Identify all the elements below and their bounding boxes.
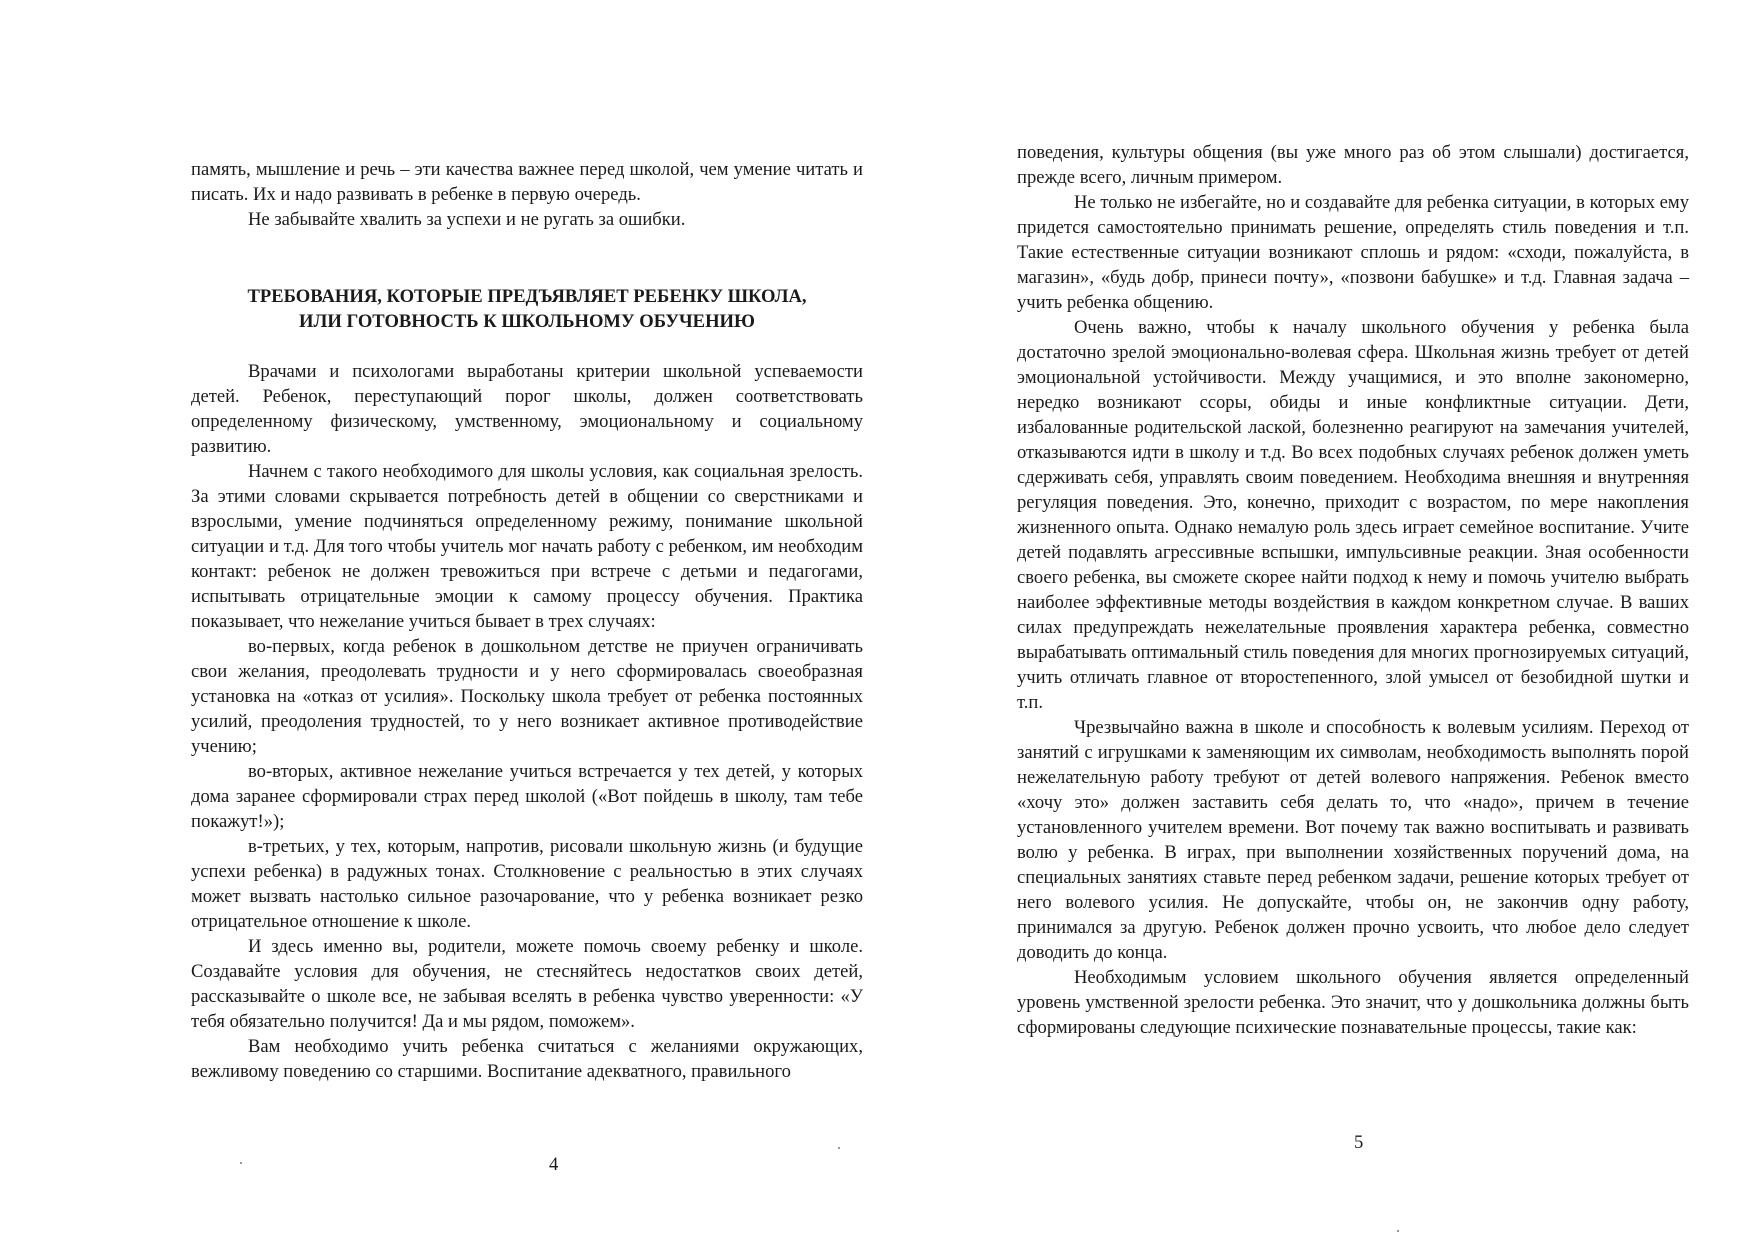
section-heading-line-1: ТРЕБОВАНИЯ, КОТОРЫЕ ПРЕДЪЯВЛЯЕТ РЕБЕНКУ ШКОЛА, [247, 286, 807, 307]
left-intro-text [191, 157, 863, 232]
right-paragraph-1: поведения, культуры общения (вы уже много раз об этом слышали) достигается, прежде всего, личным примером. [1017, 142, 1689, 188]
left-body-paragraph-5: в-третьих, у тех, которым, напротив, рисовали школьную жизнь (и будущие успехи ребенка) в радужных тонах. Столкновение с реальностью в этих случаях может вызвать настолько сильное разочарование, что у ребенка возникает резко отрицательное отношение к школе. [191, 836, 863, 932]
left-body-paragraph-3: во-первых, когда ребенок в дошкольном детстве не приучен ограничивать свои желания, преодолевать трудности и у него сформировалась своеобразная установка на «отказ от усилия». Поскольку школа требует от ребенка постоянных усилий, преодоления трудностей, то у него возникает активное противодействие учению; [191, 636, 863, 757]
left-body-paragraph-4: во-вторых, активное нежелание учиться встречается у тех детей, у которых дома заранее сформировали страх перед школой («Вот пойдешь в школу, там тебе покажут!»); [191, 761, 863, 832]
scan-speck [1397, 1230, 1399, 1232]
right-paragraph-3: Очень важно, чтобы к началу школьного обучения у ребенка была достаточно зрелой эмоционально-волевая сфера. Школьная жизнь требует от детей эмоциональной устойчивости. Между учащимися, и это вполне закономерно, нередко возникают ссоры, обиды и иные конфликтные ситуации. Дети, избалованные родительской лаской, болезненно реагируют на замечания учителей, отказываются идти в школу и т.д. Во всех подобных случаях ребенок должен уметь сдерживать себя, управлять своим поведением. Необходима внешняя и внутренняя регуляция поведения. Это, конечно, приходит с возрастом, по мере накопления жизненного опыта. Однако немалую роль здесь играет семейное воспитание. Учите детей подавлять агрессивные вспышки, импульсивные реакции. Зная особенности своего ребенка, вы сможете скорее найти подход к нему и помочь учителю выбрать наиболее эффективные методы воздействия в каждом конкретном случае. В ваших силах предупреждать нежелательные проявления характера ребенка, совместно вырабатывать оптимальный стиль поведения для многих прогнозируемых ситуаций, учить отличать главное от второстепенного, злой умысел от безобидной шутки и т.п. [1017, 317, 1689, 713]
left-body-paragraph-7: Вам необходимо учить ребенка считаться с желаниями окружающих, вежливому поведению со старшими. Воспитание адекватного, правильного [191, 1036, 863, 1082]
scan-speck [838, 1147, 840, 1149]
right-page-number: 5 [1354, 1132, 1364, 1153]
left-intro-paragraph-1: память, мышление и речь – эти качества важнее перед школой, чем умение читать и писать. Их и надо развивать в ребенке в первую очередь. [191, 159, 863, 205]
right-paragraph-4: Чрезвычайно важна в школе и способность к волевым усилиям. Переход от занятий с игрушками к заменяющим их символам, необходимость выполнять порой нежелательную работу требуют от детей волевого напряжения. Ребенок вместо «хочу это» должен заставить себя делать то, что «надо», причем в течение установленного учителем времени. Вот почему так важно воспитывать и развивать волю у ребенка. В играх, при выполнении хозяйственных поручений дома, на специальных занятиях ставьте перед ребенком задачи, решение которых требует от него волевого усилия. Не допускайте, чтобы он, не закончив одну работу, принимался за другую. Ребенок должен прочно усвоить, что любое дело следует доводить до конца. [1017, 717, 1689, 963]
left-body-paragraph-2: Начнем с такого необходимого для школы условия, как социальная зрелость. За этими словами скрывается потребность детей в общении со сверстниками и взрослыми, умение подчиняться определенному режиму, понимание школьной ситуации и т.д. Для того чтобы учитель мог начать работу с ребенком, им необходим контакт: ребенок не должен тревожиться при встрече с детьми и педагогами, испытывать отрицательные эмоции к самому процессу обучения. Практика показывает, что нежелание учиться бывает в трех случаях: [191, 461, 863, 632]
right-body-text [1017, 140, 1689, 1040]
left-intro-paragraph-2: Не забывайте хвалить за успехи и не ругать за ошибки. [248, 209, 686, 230]
right-paragraph-5: Необходимым условием школьного обучения является определенный уровень умственной зрелости ребенка. Это значит, что у дошкольника должны быть сформированы следующие психические познавательные процессы, такие как: [1017, 967, 1689, 1038]
left-body-text [191, 359, 863, 1084]
right-page [877, 0, 1754, 1240]
left-body-paragraph-1: Врачами и психологами выработаны критерии школьной успеваемости детей. Ребенок, переступающий порог школы, должен соответствовать определенному физическому, умственному, эмоциональному и социальному развитию. [191, 361, 863, 457]
left-body-paragraph-6: И здесь именно вы, родители, можете помочь своему ребенку и школе. Создавайте условия для обучения, не стесняйтесь недостатков своих детей, рассказывайте о школе все, не забывая вселять в ребенка чувство уверенности: «У тебя обязательно получится! Да и мы рядом, поможем». [191, 936, 863, 1032]
section-heading [191, 284, 863, 334]
right-paragraph-2: Не только не избегайте, но и создавайте для ребенка ситуации, в которых ему придется самостоятельно принимать решение, определять стиль поведения и т.п. Такие естественные ситуации возникают сплошь и рядом: «сходи, пожалуйста, в магазин», «будь добр, принеси почту», «позвони бабушке» и т.д. Главная задача – учить ребенка общению. [1017, 192, 1689, 313]
section-heading-line-2: ИЛИ ГОТОВНОСТЬ К ШКОЛЬНОМУ ОБУЧЕНИЮ [299, 311, 755, 332]
scan-speck [240, 1162, 242, 1164]
left-page-number: 4 [549, 1154, 559, 1175]
